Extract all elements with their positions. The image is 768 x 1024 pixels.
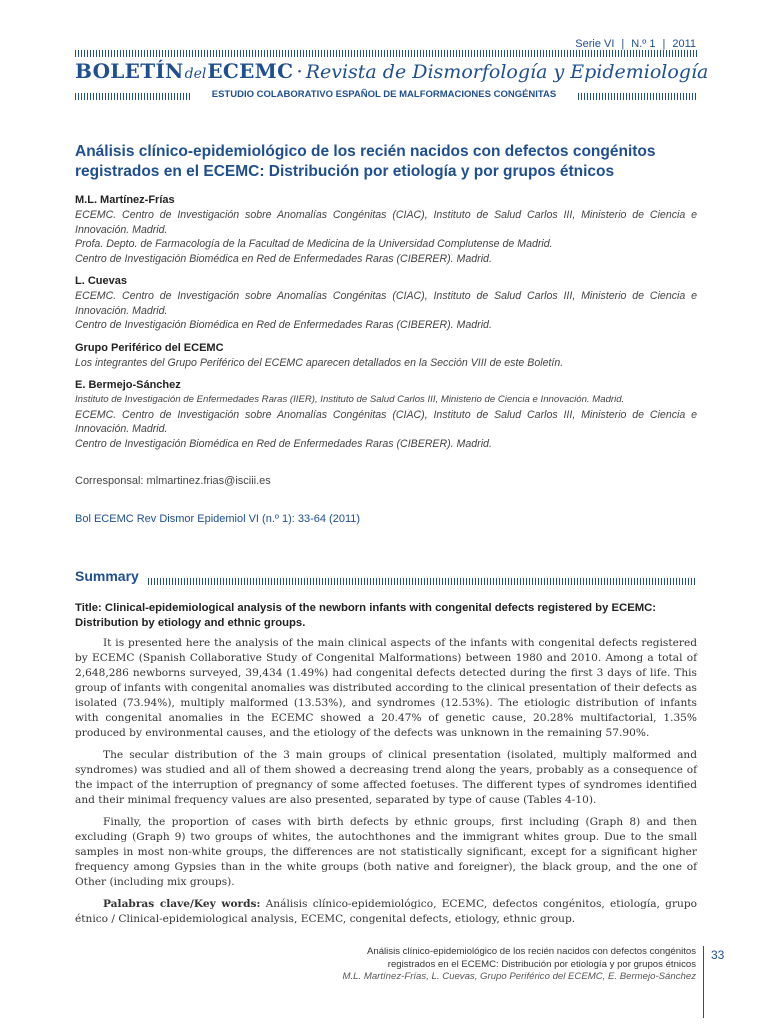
separator: | [621,38,625,50]
running-footer [276,946,696,984]
keywords-text: Análisis clínico-epidemiológico, ECEMC, defectos congénitos, etiología, grupo étnico / Clinical-epidemiological analysis, ECEMC, congenital defects, etiology, ethnic group. [75,898,697,925]
summary-paragraph: It is presented here the analysis of the main clinical aspects of the infants with congenital defects registered by ECEMC (Spanish Collaborative Study of Congenital Malformations) between 1980 and 2010. Among a total of 2,648,286 newborns surveyed, 39,434 (1.49%) had congenital defects detected during the first 3 days of life. This group of infants with congenital anomalies was distributed according to the clinical presentation of their defects as isolated (73.94%), multiply malformed (13.53%), and syndromes (12.53%). The etiologic distribution of infants with congenital anomalies in the ECEMC showed a 20.47% of genetic cause, 20.28% multifactorial, 1.35% produced by environmental causes, and the etiology of the defects was unknown in the remaining 57.90%. [75,637,697,739]
citation: Bol ECEMC Rev Dismor Epidemiol VI (n.º 1): 33-64 (2011) [75,513,361,525]
affiliation: Centro de Investigación Biomédica en Red de Enfermedades Raras (CIBERER). Madrid. [75,319,492,331]
issue-number: N.º 1 [631,38,656,50]
author-block [75,193,697,266]
issue-year: 2011 [672,38,696,50]
masthead-revista: Revista de Dismorfología y Epidemiología [305,61,709,83]
author-block [75,341,697,371]
subtitle-rule-left [75,93,190,100]
author-list [75,193,697,459]
summary-body [75,601,697,934]
summary-rule [148,578,697,585]
author-name: L. Cuevas [75,275,127,287]
masthead-boletin: BOLETÍN [75,59,184,83]
affiliation: ECEMC. Centro de Investigación sobre Anomalías Congénitas (CIAC), Instituto de Salud Carlos III, Ministerio de Ciencia e Innovación. Madrid. [75,408,697,435]
journal-subtitle: ESTUDIO COLABORATIVO ESPAÑOL DE MALFORMACIONES CONGÉNITAS [211,89,557,100]
article-title: Análisis clínico-epidemiológico de los recién nacidos con defectos congénitos registrados en el ECEMC: Distribución por etiología y por grupos étnicos [75,143,656,180]
summary-heading: Summary [75,568,139,584]
journal-masthead [75,59,709,83]
author-name: M.L. Martínez-Frías [75,194,175,206]
masthead-bullet: · [296,59,303,83]
correspondence: Corresponsal: mlmartinez.frias@isciii.es [75,475,271,487]
keywords-paragraph [75,897,697,927]
keywords-label: Palabras clave/Key words: [103,898,261,910]
masthead-ecemc: ECEMC [207,59,294,83]
author-name: E. Bermejo-Sánchez [75,379,181,391]
affiliation: ECEMC. Centro de Investigación sobre Anomalías Congénitas (CIAC), Instituto de Salud Carlos III, Ministerio de Ciencia e Innovación. Madrid. [75,290,697,317]
page-number: 33 [711,948,725,962]
separator: | [662,38,666,50]
masthead-del: del [184,66,207,82]
header-rule [75,50,697,57]
affiliation: Los integrantes del Grupo Periférico del ECEMC aparecen detallados en la Sección VIII de este Boletín. [75,356,564,369]
footer-title-line: registrados en el ECEMC: Distribución por etiología y por grupos étnicos [387,958,696,970]
summary-title: Title: Clinical-epidemiological analysis of the newborn infants with congenital defects registered by ECEMC: Distribution by etiology and ethnic groups. [75,602,657,629]
author-block [75,274,697,333]
summary-paragraph: Finally, the proportion of cases with birth defects by ethnic groups, first including (Graph 8) and then excluding (Graph 9) two groups of whites, the autochthones and the immigrant whites group. Due to the small samples in most non-white groups, the differences are not statistically significant, except for a significant higher frequency among Gypsies than in the white groups (both native and foreigner), the black group, and the one of Other (including mix groups). [75,816,697,888]
affiliation: Instituto de Investigación de Enfermedades Raras (IIER), Instituto de Salud Carlos III, Ministerio de Ciencia e Innovación. Madrid. [75,394,625,405]
affiliation: ECEMC. Centro de Investigación sobre Anomalías Congénitas (CIAC), Instituto de Salud Carlos III, Ministerio de Ciencia e Innovación. Madrid. [75,209,697,236]
affiliation: Profa. Depto. de Farmacología de la Facultad de Medicina de la Universidad Complutense de Madrid. [75,238,553,250]
author-block [75,378,697,451]
footer-title-line: Análisis clínico-epidemiológico de los recién nacidos con defectos congénitos [366,946,696,957]
affiliation: Centro de Investigación Biomédica en Red de Enfermedades Raras (CIBERER). Madrid. [75,437,492,450]
affiliation: Centro de Investigación Biomédica en Red de Enfermedades Raras (CIBERER). Madrid. [75,252,492,265]
page-divider [703,946,704,1018]
summary-paragraph: The secular distribution of the 3 main groups of clinical presentation (isolated, multiply malformed and syndromes) was studied and all of them showed a decreasing trend along the years, probably as a consequence of the impact of the interruption of pregnancy of some affected foetuses. The different types of syndromes identified and their minimal frequency values are also presented, separated by type of cause (Tables 4-10). [75,749,697,806]
author-name: Grupo Periférico del ECEMC [75,341,224,354]
subtitle-rule-right [578,93,697,100]
series-label: Serie VI [575,38,615,50]
footer-authors: M.L. Martínez-Frías, L. Cuevas, Grupo Periférico del ECEMC, E. Bermejo-Sánchez [342,971,696,982]
issue-info [575,38,696,50]
